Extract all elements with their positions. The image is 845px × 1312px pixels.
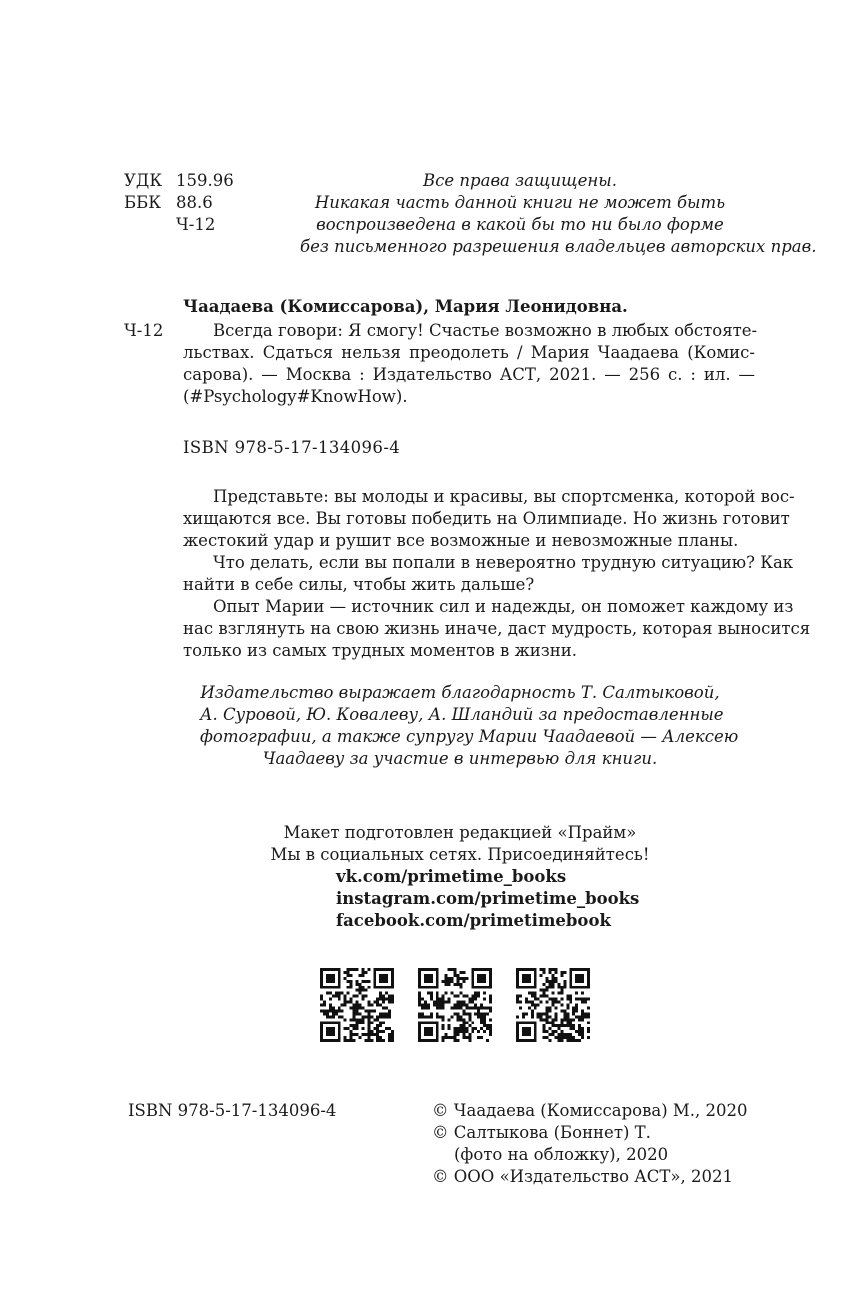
annotation-line: жестокий удар и рушит все возможные и невозможные планы. — [183, 531, 739, 550]
acknowledgements — [200, 682, 739, 770]
editorial-note — [240, 822, 680, 866]
qr-codes — [320, 968, 590, 1042]
udk-label: УДК — [124, 171, 163, 190]
isbn-footer: ISBN 978-5-17-134096-4 — [128, 1101, 337, 1120]
copyright-block — [432, 1100, 748, 1188]
social-text: Мы в социальных сетях. Присоединяйтесь! — [270, 845, 650, 864]
biblio-line: льствах. Сдаться нельзя преодолеть / Мария Чаадаева (Комис- — [183, 343, 755, 362]
qr-code-facebook-icon[interactable] — [516, 968, 590, 1042]
isbn-main: ISBN 978-5-17-134096-4 — [183, 438, 401, 457]
thanks-line: Издательство выражает благодарность Т. Салтыковой, — [200, 683, 720, 702]
facebook-link[interactable]: facebook.com/primetimebook — [336, 911, 611, 930]
bbk-value: 88.6 — [176, 193, 213, 212]
maket-text: Макет подготовлен редакцией «Прайм» — [283, 823, 637, 842]
social-links — [336, 866, 639, 932]
thanks-line: Чаадаеву за участие в интервью для книги. — [262, 749, 658, 768]
rights-line: Все права защищены. — [423, 171, 617, 190]
thanks-line: фотографии, а также супругу Марии Чаадаевой — Алексею — [200, 727, 739, 746]
code-mark: Ч-12 — [124, 321, 164, 340]
annotation-line: Представьте: вы молоды и красивы, вы спортсменка, которой вос- — [213, 487, 795, 506]
annotation-line: найти в себе силы, чтобы жить дальше? — [183, 575, 535, 594]
copyright-line: © ООО «Издательство АСТ», 2021 — [432, 1167, 733, 1186]
rights-line: Никакая часть данной книги не может быть — [314, 193, 726, 212]
biblio-line: сарова). — Москва : Издательство АСТ, 2021. — 256 с. : ил. — — [183, 365, 755, 384]
biblio-line: (#Psychology#KnowHow). — [183, 387, 408, 406]
author-mark: Ч-12 — [176, 215, 216, 234]
rights-notice — [300, 170, 817, 258]
copyright-line: (фото на обложку), 2020 — [454, 1145, 669, 1164]
rights-line: воспроизведена в какой бы то ни было форме — [316, 215, 724, 234]
instagram-link[interactable]: instagram.com/primetime_books — [336, 889, 640, 908]
bbk-label: ББК — [124, 193, 162, 212]
author-heading: Чаадаева (Комиссарова), Мария Леонидовна. — [183, 297, 628, 316]
thanks-line: А. Суровой, Ю. Ковалеву, А. Шландий за предоставленные — [200, 705, 724, 724]
biblio-line: Всегда говори: Я смогу! Счастье возможно в любых обстояте- — [213, 321, 758, 340]
copyright-line: © Чаадаева (Комиссарова) М., 2020 — [432, 1101, 748, 1120]
classification-block — [124, 170, 234, 236]
annotation-line: только из самых трудных моментов в жизни. — [183, 641, 578, 660]
udk-value: 159.96 — [176, 171, 234, 190]
qr-code-instagram-icon[interactable] — [418, 968, 492, 1042]
qr-code-vk-icon[interactable] — [320, 968, 394, 1042]
annotation-line: хищаются все. Вы готовы победить на Олимпиаде. Но жизнь готовит — [183, 509, 790, 528]
annotation — [183, 486, 811, 662]
annotation-line: нас взглянуть на свою жизнь иначе, даст мудрость, которая выносится — [183, 619, 811, 638]
vk-link[interactable]: vk.com/primetime_books — [336, 867, 567, 886]
copyright-line: © Салтыкова (Боннет) Т. — [432, 1123, 651, 1142]
rights-line: без письменного разрешения владельцев авторских прав. — [300, 237, 817, 256]
bibliographic-description — [183, 320, 758, 408]
annotation-line: Опыт Марии — источник сил и надежды, он поможет каждому из — [213, 597, 794, 616]
annotation-line: Что делать, если вы попали в невероятно трудную ситуацию? Как — [213, 553, 794, 572]
